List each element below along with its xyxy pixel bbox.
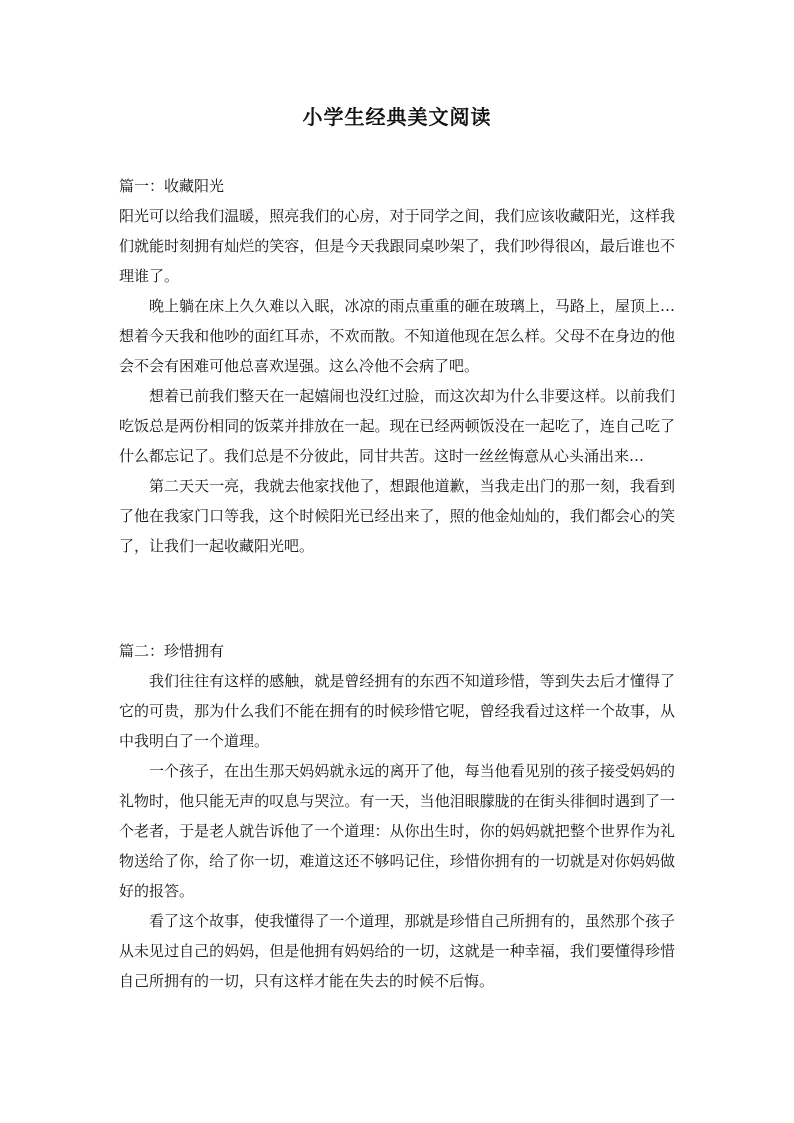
paragraph: 想着已前我们整天在一起嬉闹也没红过脸，而这次却为什么非要这样。以前我们吃饭总是两份相同的饭菜并排放在一起。现在已经两顿饭没在一起吃了，连自己吃了什么都忘记了。我们总是不分彼此，同甘共苦。这时一丝丝悔意从心头涌出来… [119, 387, 675, 465]
paragraph: 看了这个故事，使我懂得了一个道理，那就是珍惜自己所拥有的，虽然那个孩子从未见过自己的妈妈，但是他拥有妈妈给的一切，这就是一种幸福，我们要懂得珍惜自己所拥有的一切，只有这样才能在失去的时候不后悔。 [119, 912, 675, 990]
page-title: 小学生经典美文阅读 [302, 105, 492, 129]
section-heading: 篇二：珍惜拥有 [119, 642, 225, 660]
paragraph: 第二天天一亮，我就去他家找他了，想跟他道歉，当我走出门的那一刻，我看到了他在我家门口等我，这个时候阳光已经出来了，照的他金灿灿的，我们都会心的笑了，让我们一起收藏阳光吧。 [119, 477, 675, 555]
paragraph: 一个孩子，在出生那天妈妈就永远的离开了他，每当他看见别的孩子接受妈妈的礼物时，他只能无声的叹息与哭泣。有一天，当他泪眼朦胧的在街头徘徊时遇到了一个老者，于是老人就告诉他了一个道理：从你出生时，你的妈妈就把整个世界作为礼物送给了你，给了你一切，难道这还不够吗记住，珍惜你拥有的一切就是对你妈妈做好的报答。 [119, 762, 675, 900]
paragraph: 我们往往有这样的感触，就是曾经拥有的东西不知道珍惜，等到失去后才懂得了它的可贵，那为什么我们不能在拥有的时候珍惜它呢，曾经我看过这样一个故事，从中我明白了一个道理。 [119, 672, 675, 750]
section-heading: 篇一：收藏阳光 [119, 177, 225, 195]
paragraph: 阳光可以给我们温暖，照亮我们的心房，对于同学之间，我们应该收藏阳光，这样我们就能时刻拥有灿烂的笑容，但是今天我跟同桌吵架了，我们吵得很凶，最后谁也不理谁了。 [119, 207, 675, 285]
section-cherish-what-you-have [119, 636, 675, 996]
paragraph: 晚上躺在床上久久难以入眠，冰凉的雨点重重的砸在玻璃上，马路上，屋顶上…想着今天我和他吵的面红耳赤，不欢而散。不知道他现在怎么样。父母不在身边的他会不会有困难可他总喜欢逞强。这么冷他不会病了吧。 [119, 297, 675, 375]
section-collect-sunshine [119, 171, 675, 561]
